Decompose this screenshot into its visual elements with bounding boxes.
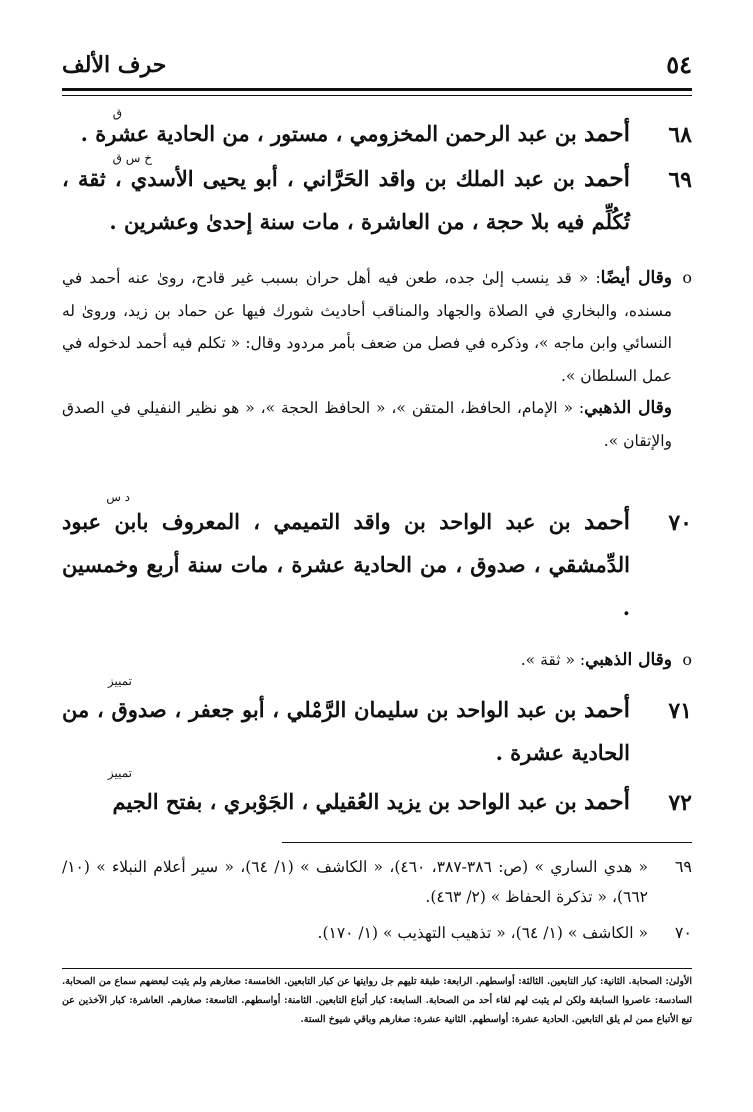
footnote-number: ٦٩ <box>674 857 692 876</box>
tabaqat-legend: الأولىٰ: الصحابة. الثانية: كبار التابعين. الثالثة: أواسطهم. الرابعة: طبقة تليهم جل روايتها عن كبار التابعين. الخامسة: صغارهم ولم يثبت لبعضهم سماع من الصحابة. السادسة: عاصروا السابقة ولكن لم يثبت لهم لقاء أحد من الصحابة. السابعة: كبار أتباع التابعين. الثامنة: أواسطهم. التاسعة: صغارهم. العاشرة: كبار الآخذين عن تبع الأتباع ممن لم يلق التابعين. الحادية عشرة: أواسطهم. الثانية عشرة: صغارهم وباقي شيوخ الستة. <box>62 976 692 1025</box>
circle-bullet-icon: o <box>682 650 692 669</box>
entry-rumuz: تمييز <box>107 674 132 688</box>
commentary-block <box>62 262 692 457</box>
narrator-name: أحمد <box>584 508 630 535</box>
running-header <box>62 50 692 86</box>
footnote-text: « الكاشف » (١/ ٦٤)، « تذهيب التهذيب » (١/ ١٧٠). <box>317 924 648 942</box>
footnote-69 <box>62 852 692 912</box>
page-number: ٥٤ <box>666 50 692 79</box>
legend-rule <box>62 968 692 969</box>
narrator-details: بن عبد الملك بن واقد الحَرَّاني ، أبو يحيى الأسدي ، ثقة ، تُكُلِّم فيه بلا حجة ، من العاشرة ، مات سنة إحدىٰ وعشرين . <box>62 166 630 234</box>
narrator-name: أحمد <box>584 165 630 192</box>
entry-rumuz: خ س ق <box>112 151 152 165</box>
footnote-number: ٧٠ <box>674 923 692 942</box>
commentary-text <box>62 644 672 677</box>
commentary-quote: : « الإمام، الحافظ، المتقن »، « الحافظ الحجة »، « هو نظير النفيلي في الصدق والإتقان ». <box>62 399 672 450</box>
narrator-details: بن عبد الرحمن المخزومي ، مستور ، من الحادية عشرة . <box>80 121 577 146</box>
narrator-details: بن عبد الواحد بن واقد التميمي ، المعروف بابن عبود الدِّمشقي ، صدوق ، من الحادية عشرة ، مات سنة أربع وخمسين . <box>62 509 630 620</box>
header-rule-thick <box>62 88 692 91</box>
entry-number: ٧٢ <box>668 790 692 816</box>
entry-text <box>62 688 630 774</box>
commentary-quote: : « قد ينسب إلىٰ جده، طعن فيه أهل حران بسبب غير قادح، روىٰ عنه أحمد في مسنده، والبخاري في الصلاة والجهاد والمناقب أحاديث شورك فيها عن حماد بن زيد، وروىٰ له النسائي وابن ماجه »، وذكره في فصل من ضعف بأمر مردود وقال: « تكلم فيه أحمد لدخوله في عمل السلطان ». <box>62 269 672 385</box>
footnote-70 <box>62 918 692 948</box>
narrator-name: أحمد <box>584 696 631 723</box>
entry-text <box>62 157 630 243</box>
commentary-label: وقال الذهبي <box>585 650 672 670</box>
entry-text <box>62 112 630 155</box>
entry-text <box>62 500 630 629</box>
entry-number: ٦٩ <box>668 167 692 193</box>
entry-rumuz: د س <box>106 490 130 504</box>
header-rule-thin <box>62 95 692 96</box>
circle-bullet-icon: o <box>682 268 692 287</box>
narrator-name: أحمد <box>584 120 630 147</box>
commentary-label: وقال الذهبي <box>584 398 672 418</box>
entry-number: ٦٨ <box>668 122 692 148</box>
narrator-details: بن عبد الواحد بن سليمان الرَّمْلي ، أبو جعفر ، صدوق ، من الحادية عشرة . <box>62 697 630 765</box>
footnote-text: « هدي الساري » (ص: ٣٨٦-٣٨٧، ٤٦٠)، « الكاشف » (١/ ٦٤)، « سير أعلام النبلاء » (١٠/ ٦٦٢)، « تذكرة الحفاظ » (٢/ ٤٦٣). <box>62 858 649 906</box>
entry-number: ٧١ <box>668 698 692 724</box>
commentary-quote: : « ثقة ». <box>520 651 586 669</box>
entry-text <box>62 780 630 823</box>
narrator-name: أحمد <box>584 788 630 815</box>
entry-rumuz: تمييز <box>107 766 132 780</box>
footnote-rule <box>282 842 692 843</box>
narrator-details: بن عبد الواحد بن يزيد العُقيلي ، الجَوْبري ، بفتح الجيم <box>112 789 577 814</box>
entry-rumuz: ق <box>112 106 122 120</box>
entry-number: ٧٠ <box>668 510 692 536</box>
commentary-block <box>62 644 692 677</box>
commentary-text <box>62 262 672 457</box>
chapter-title: حرف الألف <box>62 52 167 78</box>
commentary-label: وقال أيضًا <box>600 268 672 288</box>
